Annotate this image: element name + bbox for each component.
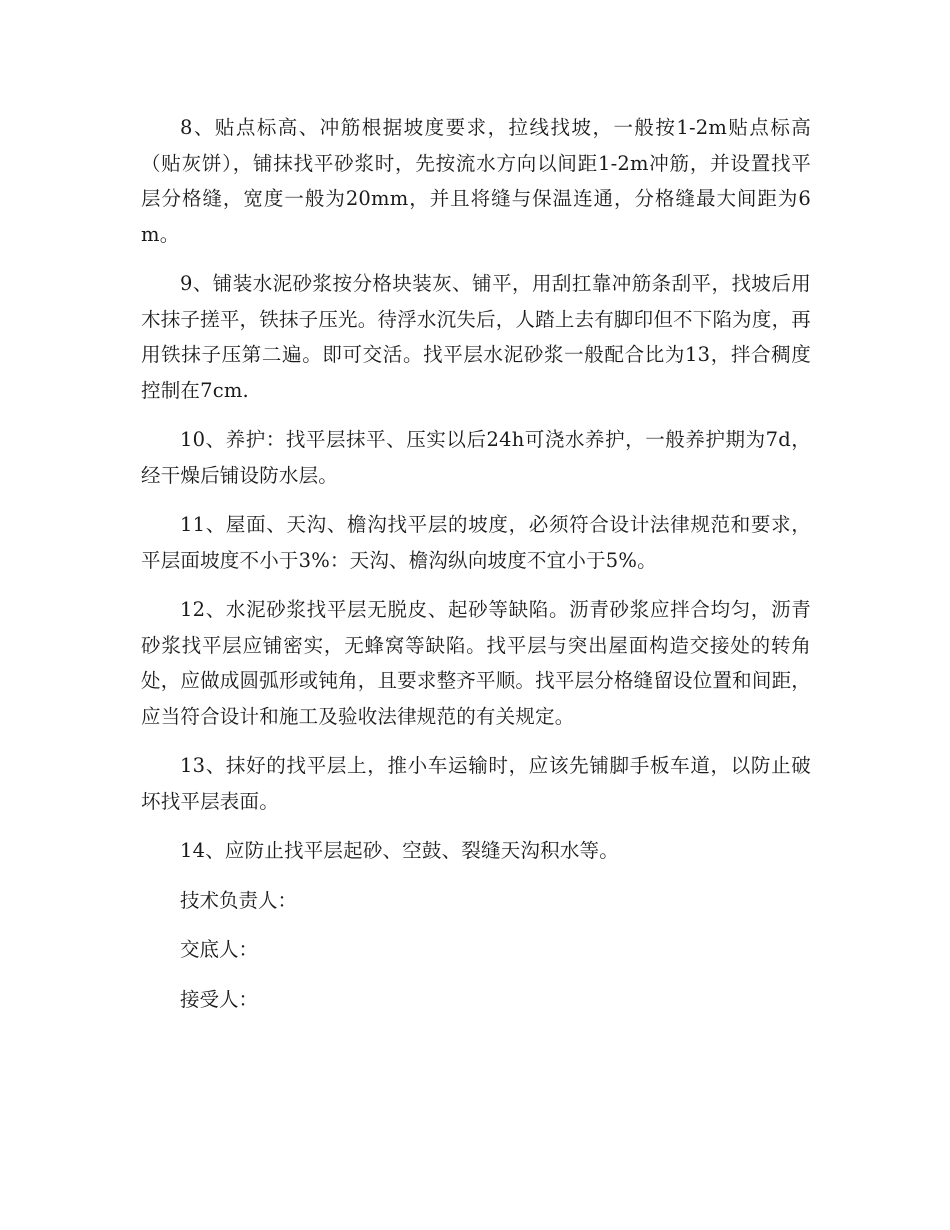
paragraph-10: 10、养护：找平层抹平、压实以后24h可浇水养护，一般养护期为7d，经干燥后铺设防水层。 [141,428,811,487]
signature-receiver: 接受人： [180,987,259,1011]
paragraph-14: 14、应防止找平层起砂、空鼓、裂缝天沟积水等。 [180,839,619,862]
paragraph-9: 9、铺装水泥砂浆按分格块装灰、铺平，用刮扛靠冲筋条刮平，找坡后用木抹子搓平，铁抹子压光。待浮水沉失后，人踏上去有脚印但不下陷为度，再用铁抹子压第二遍。即可交活。找平层水泥砂浆一般配合比为13，拌合稠度控制在7cm. [141,272,811,402]
paragraph-13: 13、抹好的找平层上，推小车运输时，应该先铺脚手板车道，以防止破坏找平层表面。 [141,754,811,813]
signature-presenter: 交底人： [180,938,259,961]
document-page [141,110,811,1031]
paragraph-8: 8、贴点标高、冲筋根据坡度要求，拉线找坡，一般按1-2m贴点标高（贴灰饼），铺抹找平砂浆时，先按流水方向以间距1-2m冲筋，并设置找平层分格缝，宽度一般为20mm，并且将缝与保温连通，分格缝最大间距为6m。 [141,116,811,246]
paragraph-12: 12、水泥砂浆找平层无脱皮、起砂等缺陷。沥青砂浆应拌合均匀，沥青砂浆找平层应铺密实，无蜂窝等缺陷。找平层与突出屋面构造交接处的转角处，应做成圆弧形或钝角，且要求整齐平顺。找平层分格缝留设位置和间距，应当符合设计和施工及验收法律规范的有关规定。 [141,598,811,728]
signature-tech-lead: 技术负责人： [180,888,298,912]
paragraph-11: 11、屋面、天沟、檐沟找平层的坡度，必须符合设计法律规范和要求，平层面坡度不小于3%：天沟、檐沟纵向坡度不宜小于5%。 [141,513,811,572]
